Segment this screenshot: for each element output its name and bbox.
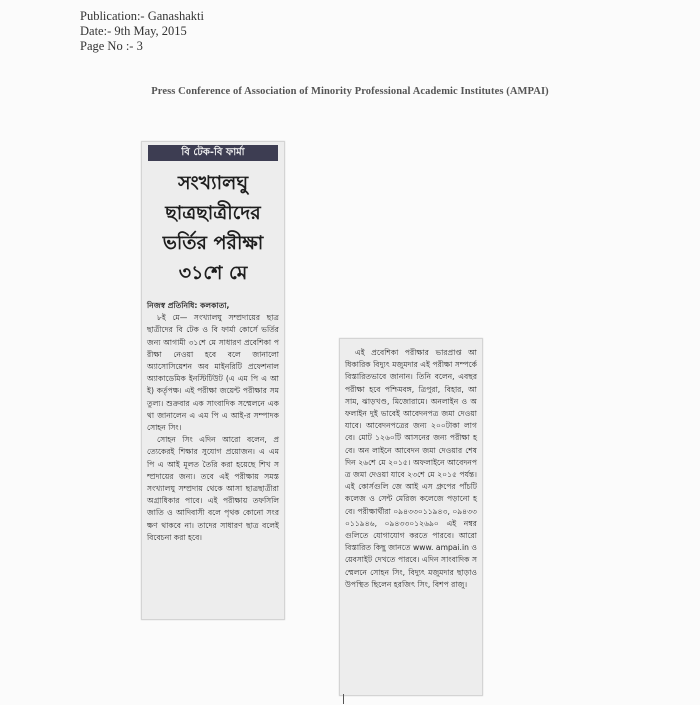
title-line-4: ৩১শে মে [178,262,248,284]
press-conference-headline: Press Conference of Association of Minority Professional Academic Institutes (AMPAI) [151,86,549,97]
article-paragraph-3: এই প্রবেশিকা পরীক্ষার ভারপ্রাপ্ত আধিকারিক বিদ্যুৎ মজুমদার এই পরীক্ষা সম্পর্কে বিস্তারিতভাবে জানান। তিনি বলেন, এবছর পরীক্ষা হবে পশ্চিমবঙ্গ, ত্রিপুরা, বিহার, আসাম, ঝাড়খণ্ড, মিজোরামে। অনলাইন ও অফলাইন দুই ভাবেই আবেদনপত্র জমা দেওয়া যাবে। আবেদনপত্রের জন্য ২০০টাকা লাগবে। মোট ১২৬০টি আসনের জন্য পরীক্ষা হবে। অন লাইনে আবেদন জমা দেওয়ার শেষ দিন ২৬শে মে ২০১৫। অফলাইনে আবেদনপত্র জমা দেওয়া যাবে ২৩শে মে ২০১৫ পর্যন্ত। এই কোর্সগুলি জে আই এস গ্রুপের পাঁচটি কলেজ ও সেন্ট মেরিজ কলেজে পড়ানো হবে। পরীক্ষার্থীরা ০৯৪৩৩০১১৯৪৩, ০৯৪৩৩০১১৯৪৬, ০৯৪৩৩০১২৬৯০ এই নম্বরগুলিতে যোগাযোগ করতে পারবে। আরো বিস্তারিত কিছু জানতে www. ampai.in ওয়েবসাইট দেখতে পারবে। এদিন সাংবাদিক সম্মেলনে সোহন সিং, বিদ্যুৎ মজুমদার ছাড়াও উপস্থিত ছিলেন হরজিৎ সিং, বিশপ রাজু। [345,348,477,589]
title-line-1: সংখ্যালঘু [177,172,249,194]
date-line: Date:- 9th May, 2015 [80,24,187,38]
publication-line: Publication:- Ganashakti [80,9,204,23]
title-line-2: ছাত্রছাত্রীদের [165,202,261,224]
article-title [146,168,280,288]
section-tag: বি টেক-বি ফার্মা [148,145,278,161]
news-clipping-left [141,141,285,620]
news-clipping-right [339,338,483,696]
article-paragraph-2: সোহন সিং এদিন আরো বলেন, প্রত্যেকেরই শিক্ষার সুযোগ প্রয়োজন। এ এম পি এ আই মূলত তৈরি করা হয়েছে শিখ সম্প্রদায়ের জন্য। তবে এই পরীক্ষায় সমস্ত সংখ্যালঘু সম্প্রদায় থেকে আসা ছাত্রছাত্রীরা অগ্রাধিকার পাবে। এই পরীক্ষায় তফসিলি জাতি ও আদিবাসী বলে পৃথক কোনো সংরক্ষণ থাকবে না। তাদের সাধারণ ছাত্র বলেই বিবেচনা করা হবে। [147,435,279,542]
page-line: Page No :- 3 [80,39,143,53]
title-line-3: ভর্তির পরীক্ষা [162,232,264,254]
scan-mark [343,694,344,704]
article-body-left [147,300,279,544]
article-body-right [345,347,477,591]
article-paragraph-1: ৮ই মে— সংখ্যালঘু সম্প্রদায়ের ছাত্রছাত্রীদের বি টেক ও বি ফার্মা কোর্সে ভর্তির জন্য আগামী ৩১শে মে সাধারণ প্রবেশিকা পরীক্ষা নেওয়া হবে বলে জানালো অ্যাসোসিয়েশন অব মাইনরিটি প্রফেশনাল অ্যাকাডেমিক ইনস্টিটিউট (এ এম পি এ আই) কর্তৃপক্ষ। এই পরীক্ষা জয়েন্ট পরীক্ষার সমতুল্য। শুক্রবার এক সাংবাদিক সম্মেলনে একথা জানালেন এ এম পি এ আই-র সম্পাদক সোহন সিং। [147,313,279,433]
article-byline: নিজস্ব প্রতিনিধি: কলকাতা, [147,301,230,310]
publication-meta [80,9,204,54]
